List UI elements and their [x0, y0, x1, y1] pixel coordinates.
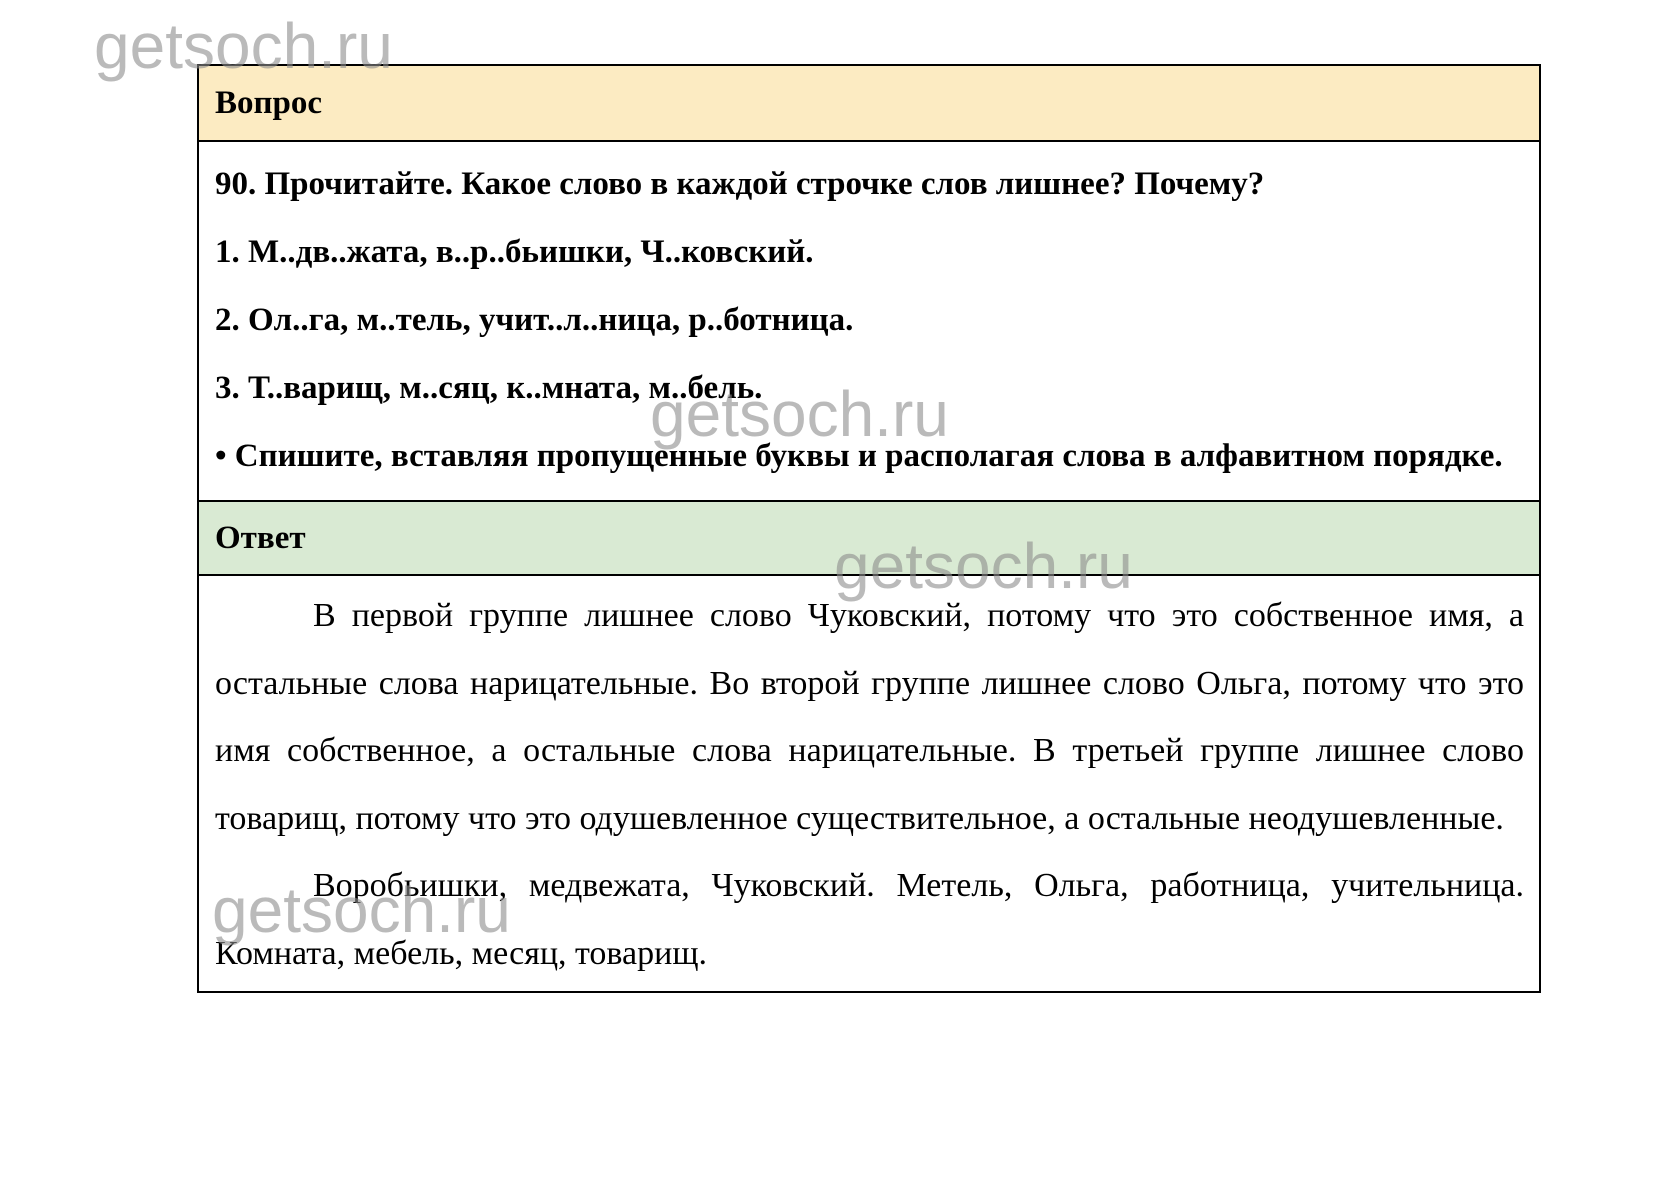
- question-body: [199, 142, 1539, 500]
- watermark-top-left: getsoch.ru: [94, 10, 393, 82]
- question-line-2: 2. Ол..га, м..тель, учит..л..ница, р..ботница.: [215, 302, 854, 338]
- answer-paragraph-1: В первой группе лишнее слово Чуковский, потому что это собственное имя, а остальные слова нарицательные. Во второй группе лишнее слово Ольга, потому что это имя собственное, а остальные слова нарицательные. В третьей группе лишнее слово товарищ, потому что это одушевленное существительное, а остальные неодушевленные.: [215, 597, 1524, 837]
- question-header-label: Вопрос: [215, 84, 323, 121]
- answer-header-label: Ответ: [215, 519, 306, 556]
- watermark-answer: getsoch.ru: [212, 874, 511, 946]
- answer-body: [199, 576, 1539, 991]
- question-instruction: • Спишите, вставляя пропущенные буквы и располагая слова в алфавитном порядке.: [215, 438, 1503, 474]
- answer-header: [199, 500, 1539, 576]
- question-header: [199, 66, 1539, 142]
- question-line-1: 1. М..дв..жата, в..р..бьишки, Ч..ковский.: [215, 234, 814, 270]
- qa-card: [197, 64, 1541, 993]
- question-line-3: 3. Т..варищ, м..сяц, к..мната, м..бель.: [215, 370, 763, 406]
- answer-paragraph-2: Воробьишки, медвежата, Чуковский. Метель, Ольга, работница, учительница. Комната, мебель, месяц, товарищ.: [215, 867, 1524, 972]
- question-task: 90. Прочитайте. Какое слово в каждой строчке слов лишнее? Почему?: [215, 166, 1265, 202]
- watermark-question: getsoch.ru: [650, 378, 949, 450]
- watermark-answer-header: getsoch.ru: [834, 530, 1133, 602]
